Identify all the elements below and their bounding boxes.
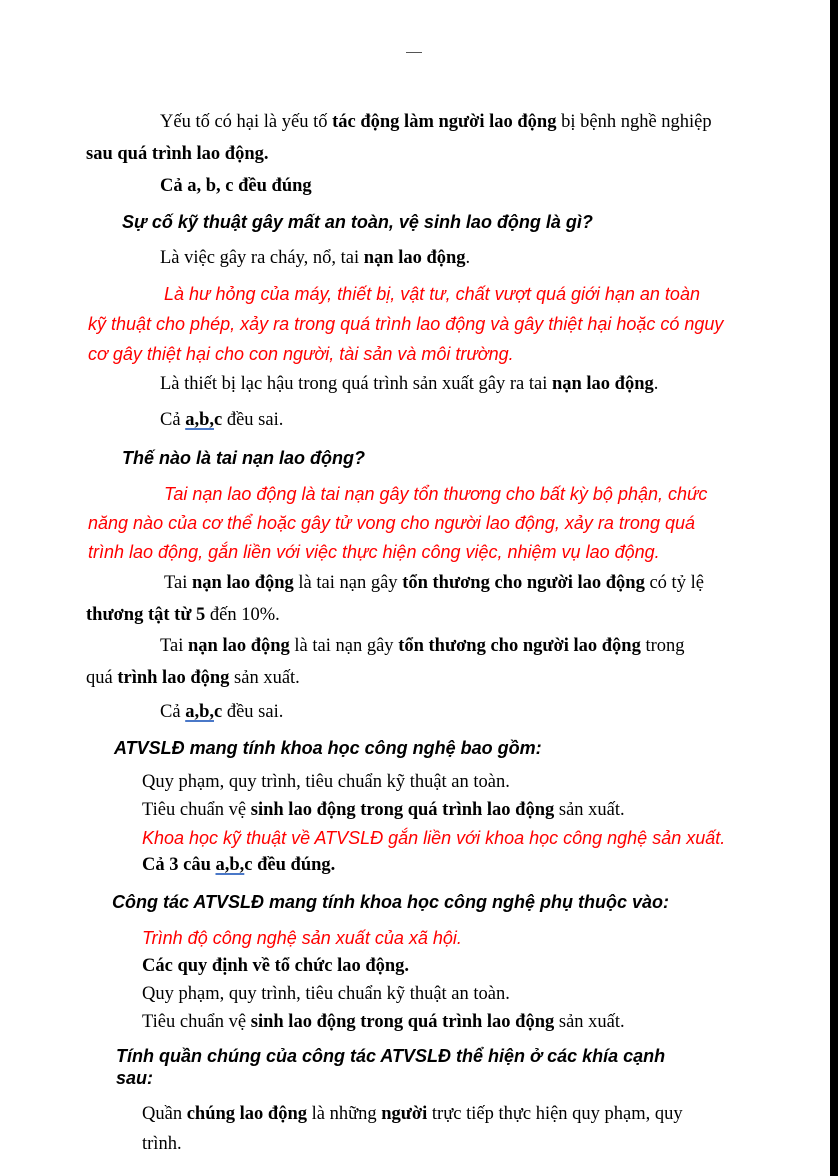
header-mark	[406, 52, 422, 53]
text: nạn lao động	[551, 374, 654, 394]
text: tổn thương cho người lao động	[402, 573, 645, 593]
text: nạn lao động	[192, 573, 294, 593]
q3-option-4[interactable]	[142, 853, 335, 877]
text: người	[381, 1104, 428, 1124]
q0-option-all[interactable]: Cả a, b, c đều đúng	[160, 176, 312, 196]
q4-option-3[interactable]: Quy phạm, quy trình, tiêu chuẩn kỹ thuật an toàn.	[142, 984, 510, 1004]
text: sinh lao động trong quá trình lao động	[250, 1012, 555, 1032]
text: Yếu tố có hại là yếu tố	[160, 112, 333, 132]
q2-question: Thế nào là tai nạn lao động?	[122, 448, 366, 468]
text: là những	[307, 1104, 382, 1124]
text: Tai	[160, 636, 188, 656]
q5-question-line2: sau:	[116, 1068, 154, 1088]
q3-option-1[interactable]: Quy phạm, quy trình, tiêu chuẩn kỹ thuật an toàn.	[142, 772, 510, 792]
q4-option-2[interactable]: Các quy định về tổ chức lao động.	[142, 956, 410, 976]
text: c	[213, 702, 223, 722]
text: Tiêu chuẩn vệ	[142, 800, 251, 820]
q4-question: Công tác ATVSLĐ mang tính khoa học công nghệ phụ thuộc vào:	[112, 892, 669, 912]
q4-answer[interactable]: Trình độ công nghệ sản xuất của xã hội.	[142, 928, 462, 948]
q3-option-2[interactable]	[142, 798, 625, 822]
q2-option-2-line1[interactable]	[164, 571, 704, 595]
text: quá	[86, 668, 118, 688]
q2-answer-line1[interactable]: Tai nạn lao động là tai nạn gây tổn thương cho bất kỳ bộ phận, chức	[164, 484, 708, 504]
q5-option-1-line2[interactable]: trình.	[142, 1134, 182, 1154]
text: nạn lao động	[188, 636, 290, 656]
text: a,b,	[215, 855, 245, 875]
text: Là việc gây ra cháy, nổ, tai	[160, 248, 364, 268]
text: sản xuất.	[554, 1012, 625, 1032]
q2-option-2-line2[interactable]	[86, 603, 280, 627]
q1-option-3[interactable]	[160, 372, 658, 396]
q2-option-3-line2[interactable]	[86, 666, 300, 690]
text: chúng lao động	[186, 1104, 307, 1124]
text: Cả 3 câu	[142, 855, 216, 875]
text: thương tật từ 5	[86, 605, 206, 625]
text: đều sai.	[222, 702, 284, 722]
text: bị bệnh nghề nghiệp	[556, 112, 712, 132]
text: trình lao động	[117, 668, 230, 688]
q0-line1	[160, 110, 712, 134]
q1-option-4[interactable]	[160, 408, 283, 432]
text: Là thiết bị lạc hậu trong quá trình sản xuất gây ra tai	[160, 374, 552, 394]
q5-option-1-line1[interactable]	[142, 1102, 683, 1126]
text: trong	[640, 636, 685, 656]
q3-question: ATVSLĐ mang tính khoa học công nghệ bao gồm:	[114, 738, 542, 758]
text: a,b,	[185, 702, 214, 722]
q0-line2: sau quá trình lao động.	[86, 144, 269, 164]
text: sản xuất.	[554, 800, 625, 820]
text: c	[213, 410, 223, 430]
text: Quần	[142, 1104, 187, 1124]
text: Tiêu chuẩn vệ	[142, 1012, 251, 1032]
text: Tai	[164, 573, 192, 593]
text: .	[465, 248, 471, 268]
text: tác động làm người lao động	[332, 112, 557, 132]
text: tổn thương cho người lao động	[398, 636, 641, 656]
text: nạn lao động	[363, 248, 466, 268]
q1-answer-line2[interactable]: kỹ thuật cho phép, xảy ra trong quá trình lao động và gây thiệt hại hoặc có nguy	[88, 314, 724, 334]
text: sản xuất.	[229, 668, 300, 688]
text: a,b,	[185, 410, 214, 430]
text: sinh lao động trong quá trình lao động	[250, 800, 555, 820]
text: Cả	[160, 702, 186, 722]
text: là tai nạn gây	[289, 636, 399, 656]
q2-answer-line3[interactable]: trình lao động, gắn liền với việc thực hiện công việc, nhiệm vụ lao động.	[88, 542, 660, 562]
q4-option-4[interactable]	[142, 1010, 625, 1034]
q2-option-3-line1[interactable]	[160, 634, 685, 658]
text: trực tiếp thực hiện quy phạm, quy	[427, 1104, 683, 1124]
q2-answer-line2[interactable]: năng nào của cơ thể hoặc gây tử vong cho người lao động, xảy ra trong quá	[88, 513, 695, 533]
text: Cả	[160, 410, 186, 430]
page-edge	[830, 0, 838, 1176]
q2-option-4[interactable]	[160, 700, 283, 724]
text: có tỷ lệ	[644, 573, 704, 593]
text: c đều đúng.	[244, 855, 336, 875]
q1-question: Sự cố kỹ thuật gây mất an toàn, vệ sinh lao động là gì?	[122, 212, 593, 232]
q1-answer-line3[interactable]: cơ gây thiệt hại cho con người, tài sản và môi trường.	[88, 344, 514, 364]
q1-option-1[interactable]	[160, 246, 470, 270]
text: là tai nạn gây	[293, 573, 403, 593]
text: .	[653, 374, 659, 394]
q1-answer-line1[interactable]: Là hư hỏng của máy, thiết bị, vật tư, chất vượt quá giới hạn an toàn	[164, 284, 700, 304]
text: đến 10%.	[205, 605, 280, 625]
q3-answer[interactable]: Khoa học kỹ thuật về ATVSLĐ gắn liền với khoa học công nghệ sản xuất.	[142, 828, 726, 848]
q5-question-line1: Tính quần chúng của công tác ATVSLĐ thể hiện ở các khía cạnh	[116, 1046, 666, 1066]
text: đều sai.	[222, 410, 284, 430]
